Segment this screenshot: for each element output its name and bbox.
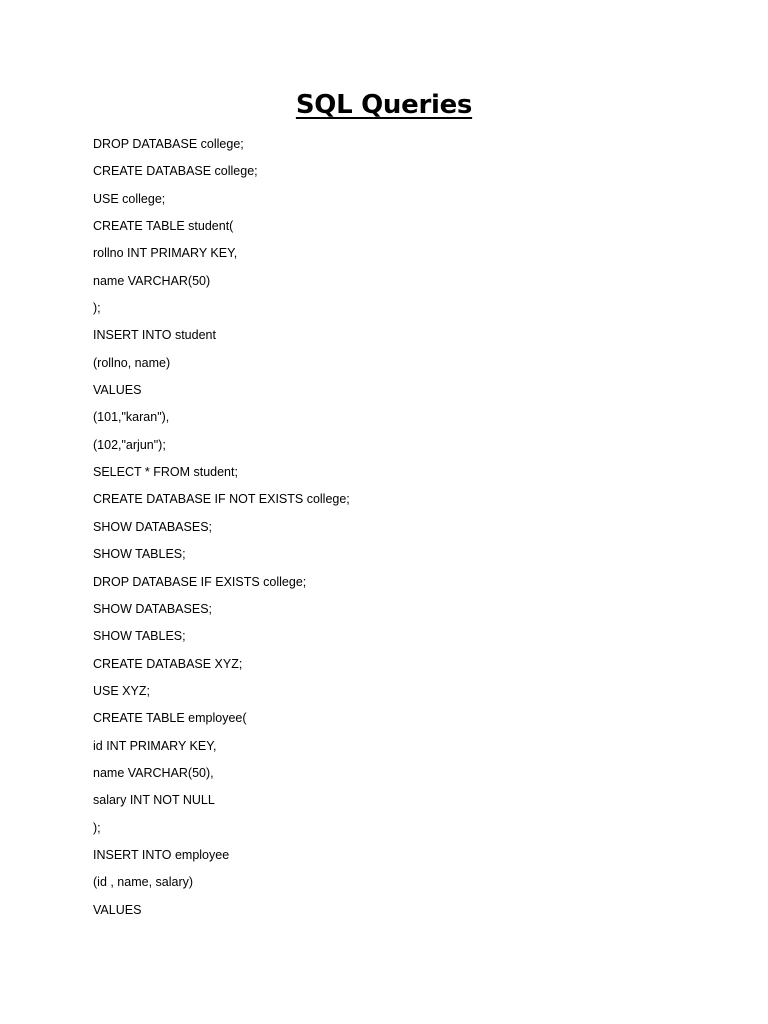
query-line: INSERT INTO student: [93, 328, 216, 343]
query-line: CREATE DATABASE IF NOT EXISTS college;: [93, 492, 350, 507]
query-line: VALUES: [93, 383, 142, 398]
query-lines: [93, 131, 350, 924]
query-line: USE college;: [93, 191, 166, 206]
query-line: (id , name, salary): [93, 875, 194, 890]
query-line: SHOW TABLES;: [93, 547, 186, 562]
query-line: SHOW DATABASES;: [93, 601, 213, 616]
query-line: id INT PRIMARY KEY,: [93, 738, 217, 753]
page-title: SQL Queries: [295, 90, 473, 120]
query-line: INSERT INTO employee: [93, 847, 230, 862]
query-line: name VARCHAR(50): [93, 273, 211, 288]
query-line: );: [93, 301, 101, 316]
query-line: DROP DATABASE college;: [93, 137, 244, 151]
query-line: (101,"karan"),: [93, 410, 170, 425]
query-line: CREATE TABLE employee(: [93, 711, 247, 726]
query-line: CREATE DATABASE college;: [93, 164, 258, 179]
query-line: VALUES: [93, 902, 142, 917]
query-line: (102,"arjun");: [93, 437, 166, 452]
query-line: USE XYZ;: [93, 683, 150, 698]
query-line: name VARCHAR(50),: [93, 765, 214, 780]
query-line: SELECT * FROM student;: [93, 465, 238, 480]
query-line: CREATE DATABASE XYZ;: [93, 656, 243, 671]
query-line: salary INT NOT NULL: [93, 793, 215, 808]
query-line: rollno INT PRIMARY KEY,: [93, 246, 238, 261]
query-line: SHOW TABLES;: [93, 629, 186, 644]
query-line: CREATE TABLE student(: [93, 219, 234, 234]
query-line: SHOW DATABASES;: [93, 519, 213, 534]
query-line: );: [93, 820, 101, 835]
query-line: (rollno, name): [93, 355, 171, 370]
query-line: DROP DATABASE IF EXISTS college;: [93, 574, 307, 589]
